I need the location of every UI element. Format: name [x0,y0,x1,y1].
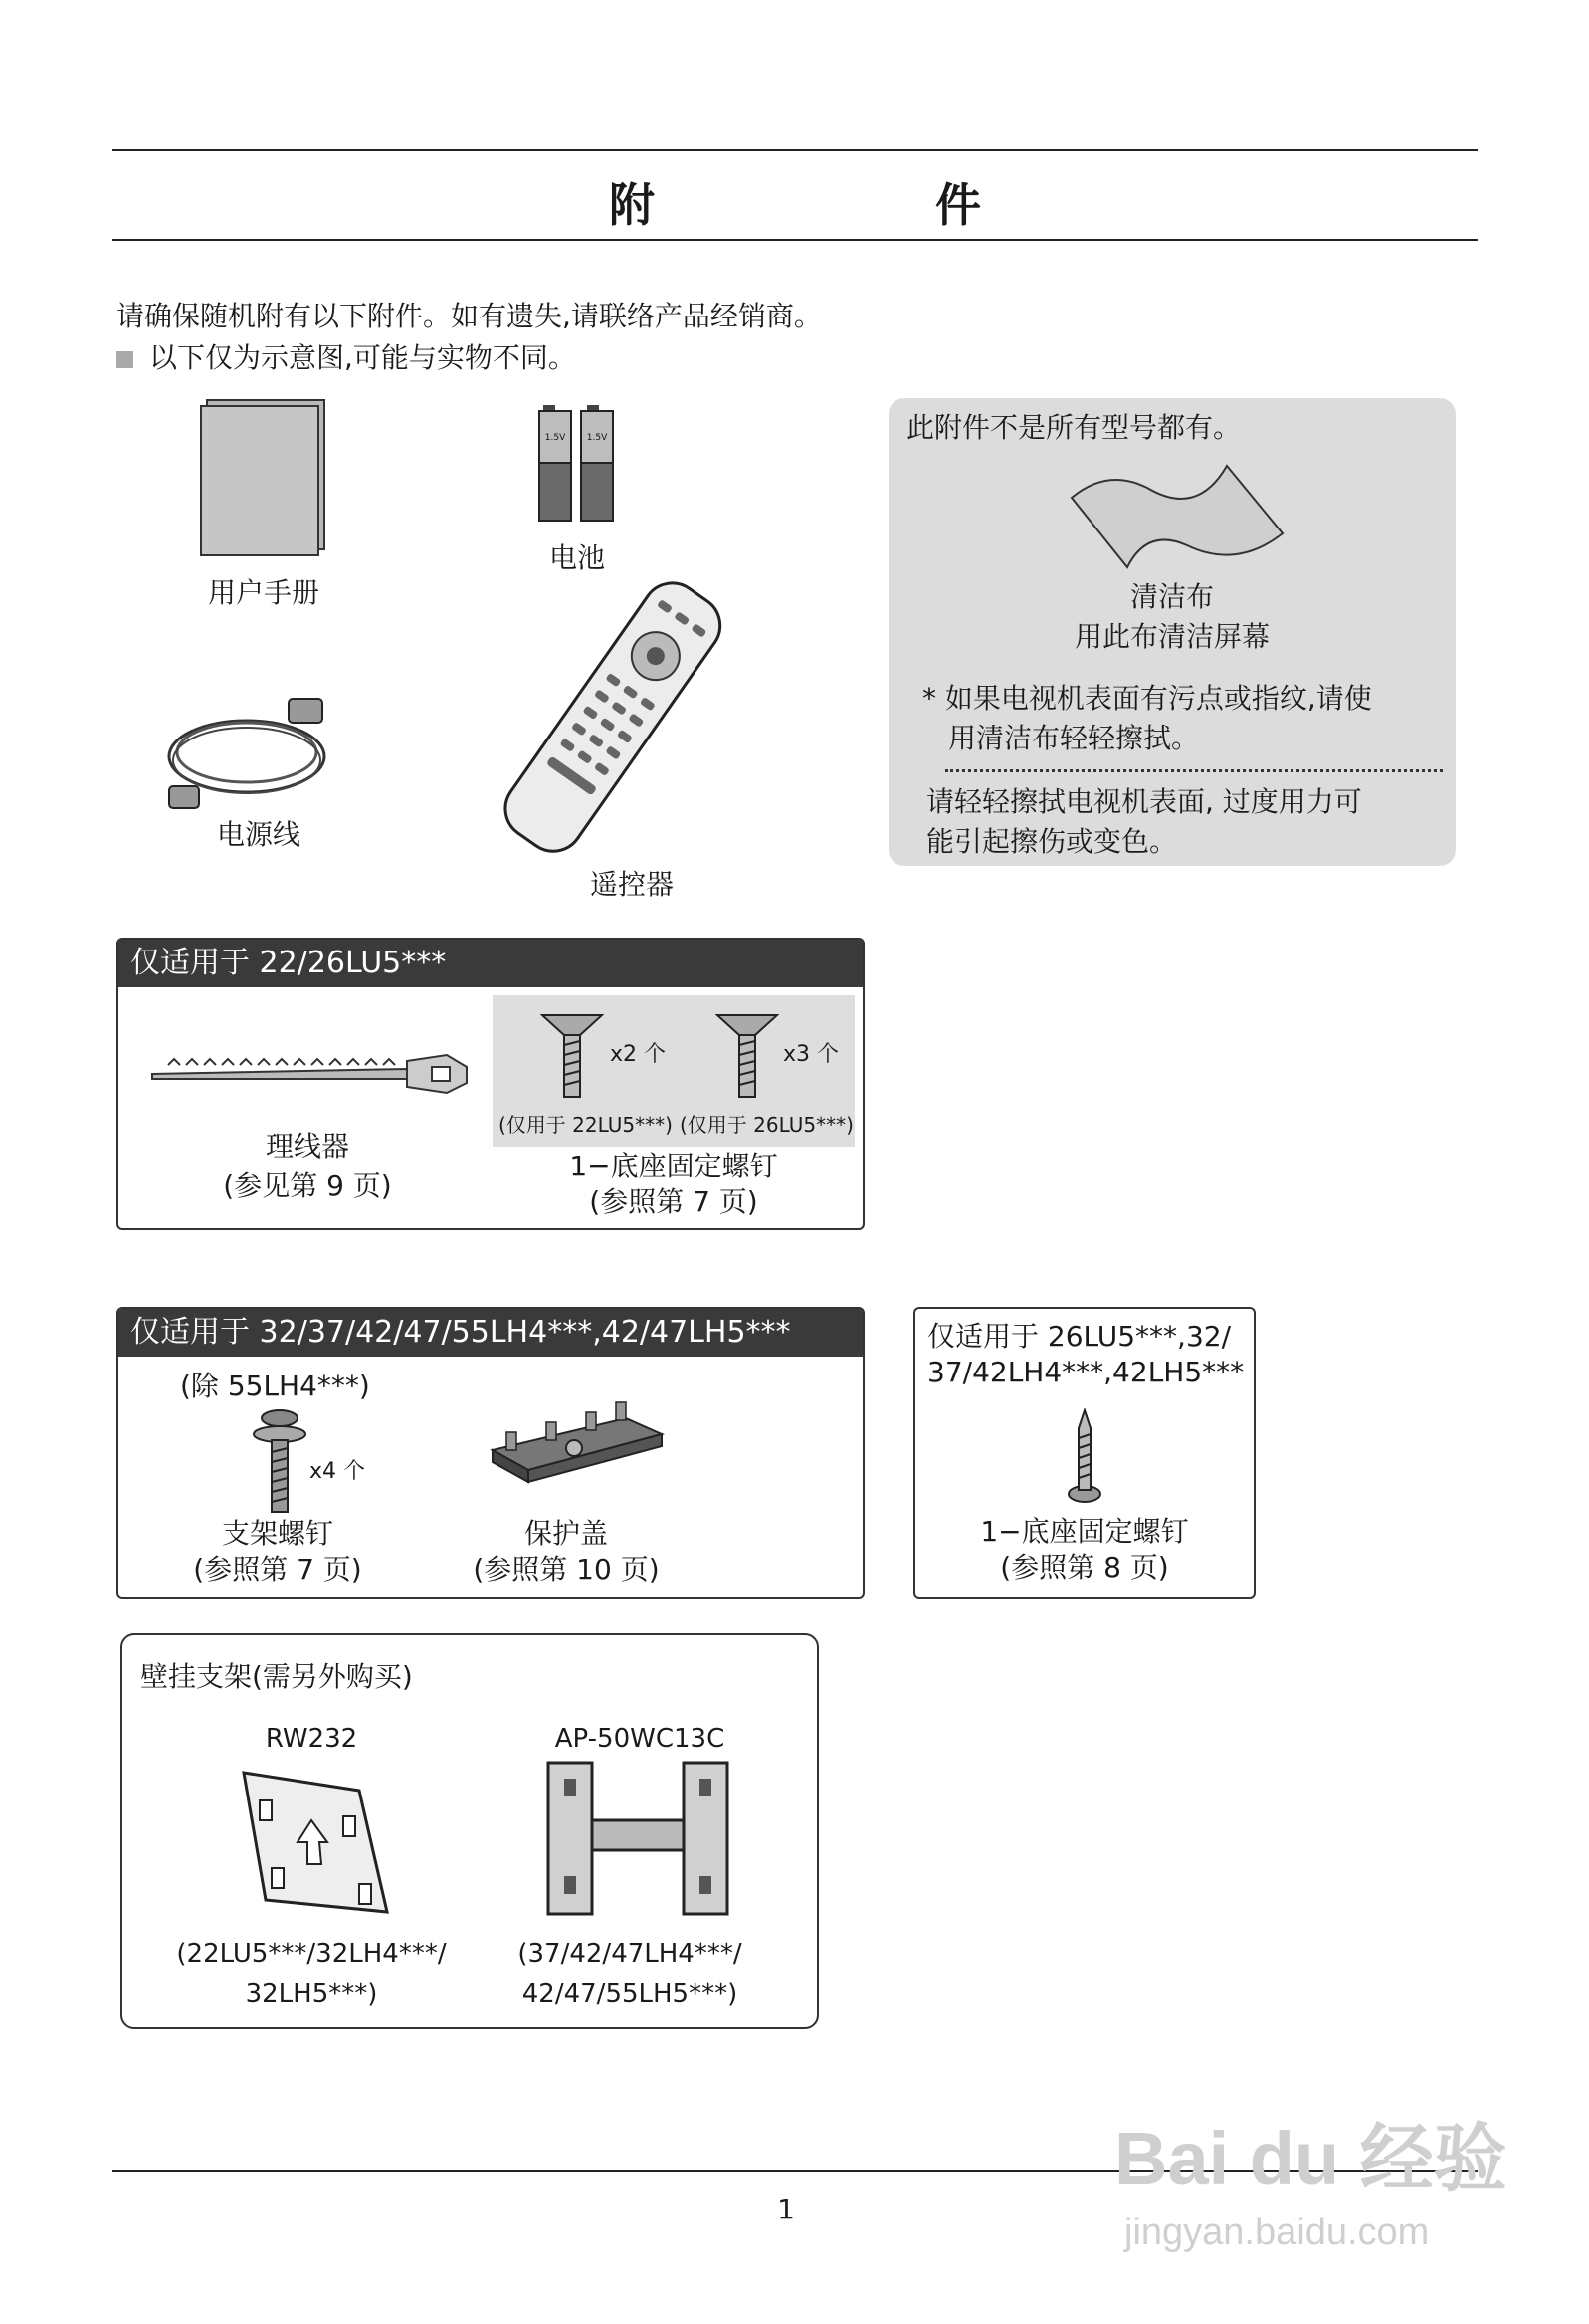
battery-1-label: 1.5V [544,433,566,443]
manual-image [199,398,330,557]
accessory-box-lh [116,1307,865,1599]
wall-mount-a-image [236,1765,395,1924]
screw-a-icon [540,1011,604,1101]
cloth-name: 清洁布 [1129,580,1214,613]
screw-b-icon [715,1011,779,1101]
remote-label: 遥控器 [589,868,674,901]
remote-image [478,572,746,861]
cable-holder-image [148,1049,477,1099]
cable-holder-name: 理线器 [265,1130,349,1162]
bracket-bolt-ref: (参照第 7 页) [193,1553,362,1585]
wall-mount-header: 壁挂支架(需另外购买) [140,1660,413,1693]
side-screw-name: 1−底座固定螺钉 [980,1515,1189,1548]
watermark-url: jingyan.baidu.com [1124,2212,1430,2253]
battery-image [537,403,619,525]
side-screw-ref: (参照第 8 页) [1000,1551,1169,1584]
cloth-desc: 用此布清洁屏幕 [1074,620,1270,653]
cable-holder-ref: (参见第 9 页) [223,1169,392,1202]
intro-note-text: 以下仅为示意图,可能与实物不同。 [149,341,576,374]
cloth-tip-2: 用清洁布轻轻擦拭。 [948,722,1200,754]
box-lu5-header: 仅适用于 22/26LU5*** [118,940,863,987]
cloth-tip-1: * 如果电视机表面有污点或指纹,请使 [922,682,1372,715]
intro-text: 请确保随机附有以下附件。如有遗失,请联络产品经销商。 [116,300,822,332]
bracket-bolt-name: 支架螺钉 [221,1517,333,1550]
cloth-warning-1: 请轻轻擦拭电视机表面, 过度用力可 [926,785,1362,818]
wall-mount-b-models-2: 42/47/55LH5***) [521,1979,738,2008]
cloth-warning-2: 能引起擦伤或变色。 [926,825,1178,858]
wall-mount-box [120,1633,819,2029]
title-rule [112,239,1478,241]
page-title: 附 件 [609,178,1098,232]
wall-mount-a-model: RW232 [265,1724,358,1754]
screw-b-qty: x3 个 [783,1042,840,1067]
box-side-header-1: 仅适用于 26LU5***,32/ [927,1320,1232,1353]
accessory-box-lu5 [116,938,865,1230]
box-side-header-2: 37/42LH4***,42LH5*** [927,1356,1245,1388]
cleaning-cloth-panel [889,398,1456,866]
battery-label: 电池 [548,541,605,574]
watermark-brand: Bai du 经验 [1114,2117,1507,2200]
wall-mount-a-models-1: (22LU5***/32LH4***/ [176,1939,447,1969]
manual-label: 用户手册 [207,576,319,609]
bracket-bolt-icon [250,1408,309,1516]
wall-mount-b-image [538,1759,737,1918]
square-bullet-icon [116,351,133,368]
top-rule [112,149,1478,151]
cleaning-cloth-image [1068,458,1287,577]
screw-panel [493,995,855,1147]
screw-a-qty: x2 个 [610,1042,667,1067]
box-lh-header: 仅适用于 32/37/42/47/55LH4***,42/47LH5*** [118,1309,863,1357]
base-screw-ref: (参照第 7 页) [589,1185,758,1218]
wood-screw-icon [1065,1408,1104,1508]
protection-cover-ref: (参照第 10 页) [473,1553,660,1585]
accessory-box-side [913,1307,1256,1599]
power-cord-label: 电源线 [216,818,300,851]
wall-mount-a-models-2: 32LH5***) [245,1979,378,2008]
base-screw-name: 1−底座固定螺钉 [569,1150,778,1182]
battery-2-label: 1.5V [586,433,608,443]
box-lh-exception: (除 55LH4***) [180,1370,370,1402]
page-number: 1 [777,2193,795,2225]
power-cord-image [159,687,348,816]
wall-mount-b-model: AP-50WC13C [554,1724,725,1754]
protection-cover-name: 保护盖 [523,1517,608,1550]
dotted-divider [945,769,1443,772]
bracket-bolt-qty: x4 个 [309,1459,366,1484]
wall-mount-b-models-1: (37/42/47LH4***/ [517,1939,742,1969]
protection-cover-image [487,1388,666,1488]
intro-note [116,338,576,378]
screw-b-note: (仅用于 26LU5***) [680,1113,854,1137]
screw-a-note: (仅用于 22LU5***) [498,1113,673,1137]
cloth-availability-note: 此附件不是所有型号都有。 [906,411,1242,444]
